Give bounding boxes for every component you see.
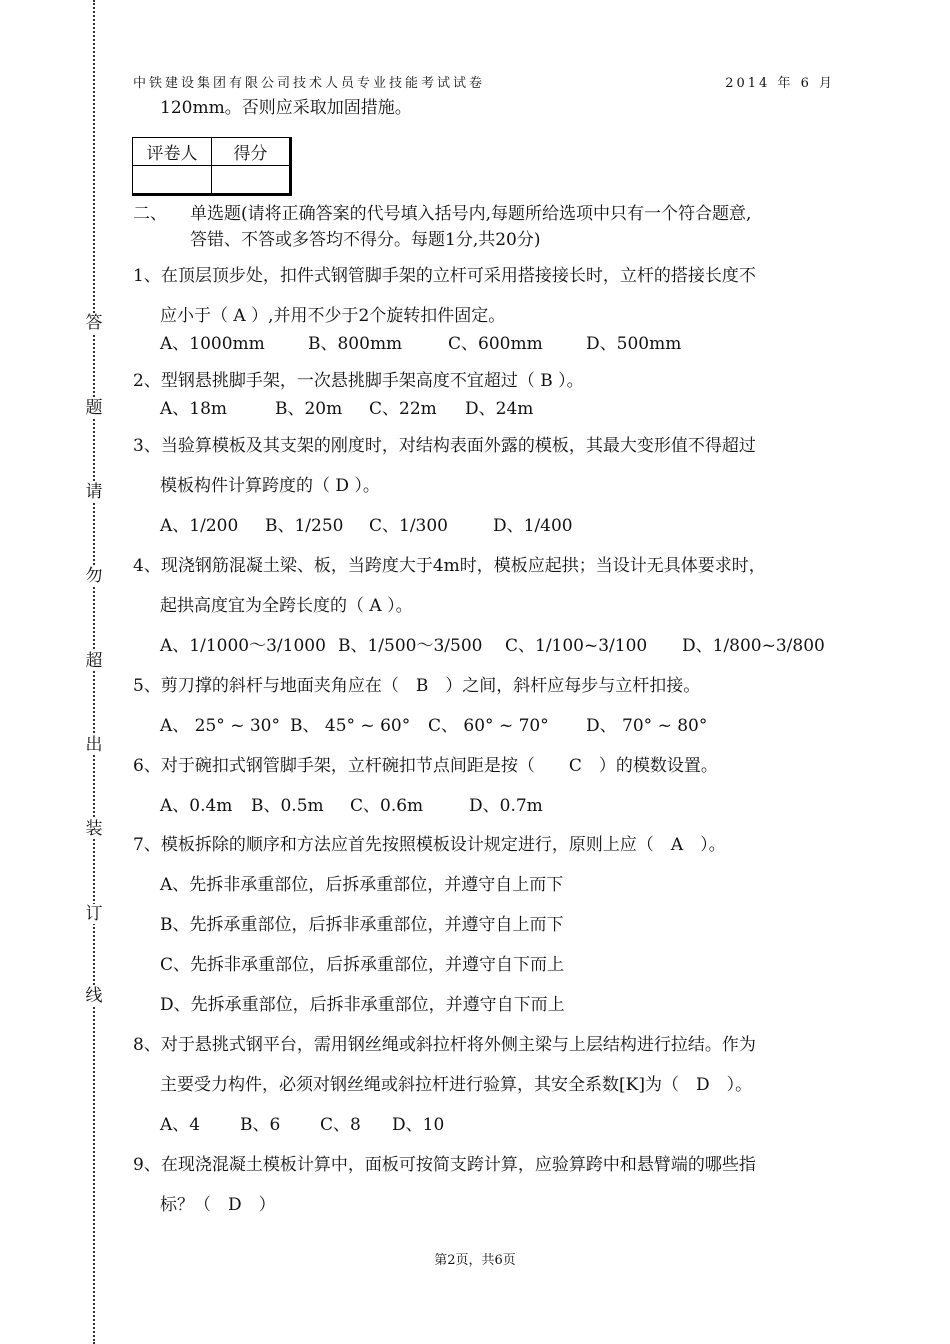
question-3-line1: 3、当验算模板及其支架的刚度时，对结构表面外露的模板，其最大变形值不得超过 [133, 436, 756, 456]
grader-cell [133, 166, 212, 195]
q1-option-a: A、1000mm [160, 334, 265, 354]
q6-option-b: B、0.5m [251, 796, 324, 816]
question-3-line2: 模板构件计算跨度的（ D ）。 [160, 476, 380, 496]
binding-char: 答 [85, 313, 103, 333]
q8-option-c: C、8 [320, 1115, 361, 1135]
question-2-line1: 2、型钢悬挑脚手架，一次悬挑脚手架高度不宜超过（ B ）。 [133, 371, 584, 391]
q7-option-a: A、先拆非承重部位，后拆承重部位，并遵守自上而下 [160, 875, 564, 895]
page-footer: 第2页，共6页 [434, 1253, 516, 1268]
q1-option-d: D、500mm [586, 334, 682, 354]
q5-option-c: C、 60° ~ 70° [428, 716, 549, 736]
binding-char: 勿 [85, 566, 103, 586]
q4-option-c: C、1/100~3/100 [505, 636, 648, 656]
header-date: 2014 年 6 月 [725, 76, 835, 91]
previous-question-tail: 120mm。否则应采取加固措施。 [160, 98, 412, 118]
q2-option-b: B、20m [275, 399, 343, 419]
q6-option-a: A、0.4m [160, 796, 233, 816]
score-table [132, 137, 292, 196]
section-title-line2: 答错、不答或多答均不得分。每题1分,共20分) [190, 230, 541, 250]
q3-option-b: B、1/250 [265, 516, 344, 536]
q7-option-b: B、先拆承重部位，后拆非承重部位，并遵守自上而下 [160, 915, 564, 935]
q4-option-d: D、1/800~3/800 [682, 636, 825, 656]
q7-option-d: D、先拆承重部位，后拆非承重部位，并遵守自下而上 [160, 995, 565, 1015]
q1-option-b: B、800mm [308, 334, 403, 354]
q4-option-a: A、1/1000～3/1000 [160, 636, 326, 656]
q3-option-a: A、1/200 [160, 516, 239, 536]
question-9-line1: 9、在现浇混凝土模板计算中，面板可按简支跨计算，应验算跨中和悬臂端的哪些指 [133, 1155, 756, 1175]
binding-dotted-line [93, 0, 95, 1344]
q3-option-c: C、1/300 [369, 516, 448, 536]
binding-char: 题 [85, 398, 103, 418]
q2-option-c: C、22m [369, 399, 437, 419]
q5-option-a: A、 25° ~ 30° [160, 716, 280, 736]
q8-option-a: A、4 [160, 1115, 201, 1135]
q3-option-d: D、1/400 [493, 516, 573, 536]
grader-header: 评卷人 [133, 138, 212, 166]
question-4-line1: 4、现浇钢筋混凝土梁、板，当跨度大于4m时，模板应起拱；当设计无具体要求时， [133, 556, 766, 576]
section-number: 二、 [133, 204, 167, 224]
score-cell [212, 166, 291, 195]
page-header [133, 72, 835, 91]
question-8-line2: 主要受力构件，必须对钢丝绳或斜拉杆进行验算，其安全系数[K]为（ D ）。 [160, 1075, 753, 1095]
q5-option-b: B、 45° ~ 60° [290, 716, 411, 736]
q2-option-a: A、18m [160, 399, 228, 419]
header-title: 中铁建设集团有限公司技术人员专业技能考试试卷 [133, 76, 486, 91]
q4-option-b: B、1/500～3/500 [338, 636, 483, 656]
q2-option-d: D、24m [465, 399, 534, 419]
q6-option-c: C、0.6m [350, 796, 424, 816]
binding-char: 线 [85, 986, 103, 1006]
question-1-line1: 1、在顶层顶步处，扣件式钢管脚手架的立杆可采用搭接接长时，立杆的搭接长度不 [133, 266, 756, 286]
q6-option-d: D、0.7m [469, 796, 543, 816]
binding-char: 出 [85, 735, 103, 755]
question-9-line2: 标？（ D ） [160, 1195, 276, 1215]
q8-option-b: B、6 [240, 1115, 281, 1135]
score-header: 得分 [212, 138, 291, 166]
question-8-line1: 8、对于悬挑式钢平台，需用钢丝绳或斜拉杆将外侧主梁与上层结构进行拉结。作为 [133, 1035, 756, 1055]
question-7-line1: 7、模板拆除的顺序和方法应首先按照模板设计规定进行，原则上应（ A ）。 [133, 835, 726, 855]
binding-char: 装 [85, 819, 103, 839]
question-5-line1: 5、剪刀撑的斜杆与地面夹角应在（ B ）之间，斜杆应每步与立杆扣接。 [133, 676, 701, 696]
q7-option-c: C、先拆非承重部位，后拆承重部位，并遵守自下而上 [160, 955, 565, 975]
question-4-line2: 起拱高度宜为全跨长度的（ A ）。 [160, 596, 413, 616]
q8-option-d: D、10 [392, 1115, 445, 1135]
section-title-line1: 单选题(请将正确答案的代号填入括号内,每题所给选项中只有一个符合题意, [190, 204, 752, 224]
binding-char: 请 [85, 482, 103, 502]
question-6-line1: 6、对于碗扣式钢管脚手架，立杆碗扣节点间距是按（ C ）的模数设置。 [133, 756, 718, 776]
q5-option-d: D、 70° ~ 80° [586, 716, 708, 736]
q1-option-c: C、600mm [448, 334, 543, 354]
binding-char: 订 [85, 904, 103, 924]
question-1-line2: 应小于（ A ）,并用不少于2个旋转扣件固定。 [160, 306, 506, 326]
binding-char: 超 [85, 651, 103, 671]
